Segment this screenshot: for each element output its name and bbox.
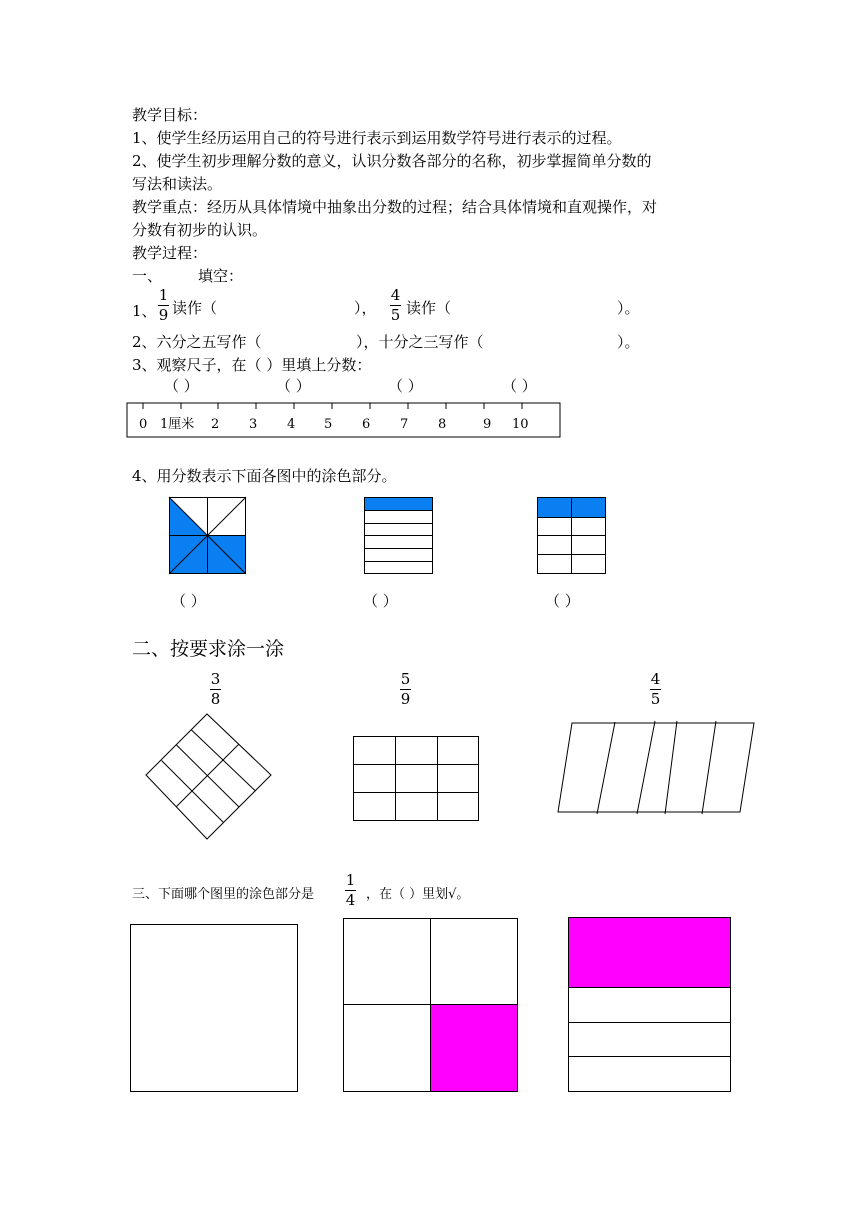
shaded-square-figure bbox=[169, 497, 249, 577]
ruler-label-2: 2 bbox=[211, 417, 220, 432]
section1-number: 一、 bbox=[132, 267, 163, 285]
q1-read-label-2: 读作（ bbox=[406, 299, 452, 317]
key-point-a: 教学重点：经历从具体情境中抽象出分数的过程；结合具体情境和直观操作，对 bbox=[132, 198, 658, 216]
objectives-heading: 教学目标： bbox=[132, 106, 208, 124]
q2-part1: 2、六分之五写作（ bbox=[132, 333, 262, 351]
ruler-blank-3: （ ） bbox=[388, 377, 423, 395]
q1-close-1: ）， bbox=[354, 299, 377, 317]
section1-title: 填空： bbox=[198, 267, 244, 285]
q1-read-label-1: 读作（ bbox=[172, 299, 218, 317]
s2-frac2-denominator: 9 bbox=[400, 690, 411, 708]
section3-text-after: ，在（ ）里划√。 bbox=[366, 887, 470, 902]
q1-close-2: ）。 bbox=[617, 299, 640, 317]
ruler-label-1: 1厘米 bbox=[160, 417, 195, 432]
objective-item-2a: 2、使学生初步理解分数的意义，认识分数各部分的名称，初步掌握简单分数的 bbox=[132, 152, 652, 170]
ruler-label-6: 6 bbox=[362, 417, 371, 432]
ruler-blank-4: （ ） bbox=[502, 377, 537, 395]
q3-text: 3、观察尺子，在（ ）里填上分数： bbox=[132, 356, 372, 374]
section2-fraction-1 bbox=[210, 671, 221, 708]
section2-fraction-2 bbox=[400, 671, 411, 708]
q1-frac2-denominator: 5 bbox=[390, 306, 401, 324]
ruler-label-4: 4 bbox=[287, 417, 296, 432]
ruler bbox=[126, 401, 566, 441]
q1-frac1-numerator: 1 bbox=[158, 286, 169, 304]
s2-frac1-numerator: 3 bbox=[210, 670, 221, 688]
section3-text-before: 三、下面哪个图里的涂色部分是 bbox=[132, 887, 315, 902]
section2-heading: 二、按要求涂一涂 bbox=[132, 638, 285, 660]
objective-item-2b: 写法和读法。 bbox=[132, 175, 223, 193]
section3-fraction bbox=[345, 872, 356, 909]
s2-frac3-numerator: 4 bbox=[650, 670, 661, 688]
q1-fraction-1 bbox=[158, 287, 169, 324]
objective-item-1: 1、使学生经历运用自己的符号进行表示到运用数学符号进行表示的过程。 bbox=[132, 129, 622, 147]
q2-part3: ）。 bbox=[617, 333, 640, 351]
parallelogram-strips-figure bbox=[555, 718, 760, 818]
s2-frac3-denominator: 5 bbox=[650, 690, 661, 708]
ruler-label-10: 10 bbox=[512, 417, 529, 432]
diamond-grid-figure bbox=[140, 712, 280, 842]
ruler-label-8: 8 bbox=[438, 417, 447, 432]
key-point-b: 分数有初步的认识。 bbox=[132, 221, 268, 239]
shaded-grid-figure bbox=[537, 497, 609, 577]
q4-text: 4、用分数表示下面各图中的涂色部分。 bbox=[132, 467, 397, 485]
ruler-blank-2: （ ） bbox=[276, 377, 311, 395]
q1-prefix: 1、 bbox=[132, 302, 157, 320]
process-heading: 教学过程： bbox=[132, 244, 208, 262]
shaded-strips-figure bbox=[364, 497, 436, 577]
section2-fraction-3 bbox=[650, 671, 661, 708]
ruler-blank-1: （ ） bbox=[164, 377, 199, 395]
s3-frac-denominator: 4 bbox=[345, 891, 356, 909]
s2-frac1-denominator: 8 bbox=[210, 690, 221, 708]
ruler-label-5: 5 bbox=[324, 417, 333, 432]
q2-part2: ），十分之三写作（ bbox=[356, 333, 484, 351]
q1-frac2-numerator: 4 bbox=[390, 286, 401, 304]
rectangle-grid-figure bbox=[353, 736, 483, 822]
ruler-label-0: 0 bbox=[139, 417, 148, 432]
quartered-square-figure bbox=[342, 917, 520, 1093]
s3-frac-numerator: 1 bbox=[345, 871, 356, 889]
ruler-label-3: 3 bbox=[249, 417, 258, 432]
q4-blank-1: （ ） bbox=[171, 592, 206, 610]
s2-frac2-numerator: 5 bbox=[400, 670, 411, 688]
ruler-label-7: 7 bbox=[400, 417, 409, 432]
q1-frac1-denominator: 9 bbox=[158, 306, 169, 324]
section1-heading bbox=[132, 265, 243, 287]
empty-square-figure bbox=[129, 923, 301, 1095]
striped-rectangle-figure bbox=[567, 916, 733, 1094]
ruler-label-9: 9 bbox=[483, 417, 492, 432]
q4-blank-3: （ ） bbox=[545, 592, 580, 610]
q4-blank-2: （ ） bbox=[363, 592, 398, 610]
q1-fraction-2 bbox=[390, 287, 401, 324]
